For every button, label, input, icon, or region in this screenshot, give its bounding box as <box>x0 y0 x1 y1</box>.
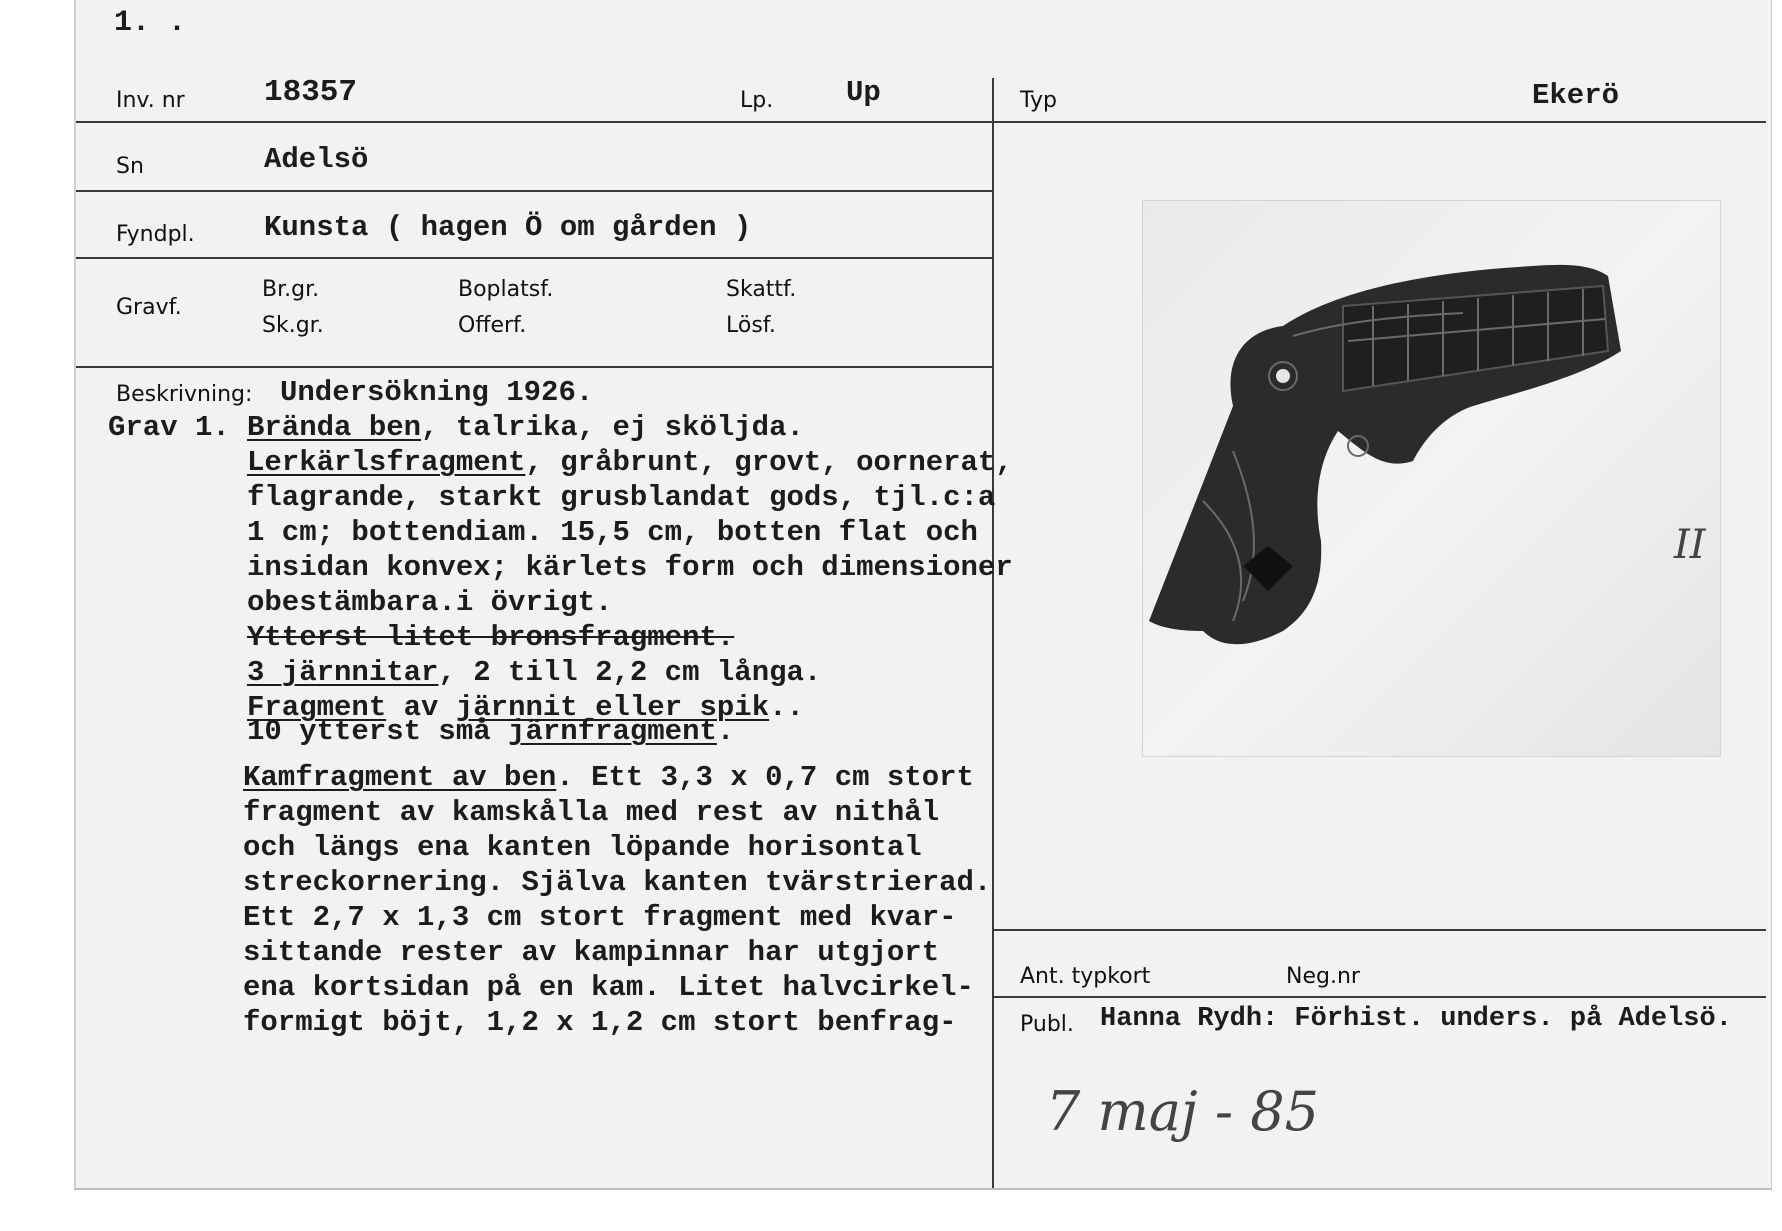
desc-line-6: obestämbara.i övrigt. <box>247 586 613 619</box>
desc-line-1: Brända ben, talrika, ej sköljda. <box>247 411 804 444</box>
gravf-label: Gravf. <box>116 295 182 320</box>
grav-label: Grav 1. <box>108 411 230 444</box>
desc-line-3: flagrande, starkt grusblandat gods, tjl.c:a <box>247 481 996 514</box>
inv-value: 18357 <box>264 75 358 110</box>
desc-line-18: formigt böjt, 1,2 x 1,2 cm stort benfrag- <box>243 1006 957 1039</box>
column-divider <box>992 78 994 1188</box>
desc-line-10: 10 ytterst små järnfragment. <box>247 715 735 748</box>
desc-line-2: Lerkärlsfragment, gråbrunt, grovt, oornerat, <box>247 446 1013 479</box>
typ-value: Ekerö <box>1532 79 1620 112</box>
rule-sn <box>76 190 992 192</box>
publ-value: Hanna Rydh: Förhist. unders. på Adelsö. <box>1100 1004 1732 1034</box>
card-number: 1. . <box>114 6 187 40</box>
publ-label: Publ. <box>1020 1012 1074 1037</box>
ant-typkort-label: Ant. typkort <box>1020 964 1151 989</box>
skattf-label: Skattf. <box>726 277 797 302</box>
lp-label: Lp. <box>740 88 774 113</box>
bronze-ornament-image <box>1143 201 1720 756</box>
desc-line-17: ena kortsidan på en kam. Litet halvcirkel- <box>243 971 974 1004</box>
skgr-label: Sk.gr. <box>262 313 324 338</box>
roman-numeral-mark: II <box>1674 522 1706 568</box>
boplatsf-label: Boplatsf. <box>458 277 554 302</box>
rule-publ <box>994 996 1766 998</box>
lp-value: Up <box>846 76 881 109</box>
inv-label: Inv. nr <box>116 88 185 113</box>
desc-line-7-struck: Ytterst litet bronsfragment. <box>247 621 735 654</box>
rule-gravf <box>76 366 992 368</box>
desc-line-16: sittande rester av kampinnar har utgjort <box>243 936 940 969</box>
neg-nr-label: Neg.nr <box>1286 964 1360 989</box>
desc-line-8: 3 järnnitar, 2 till 2,2 cm långa. <box>247 656 822 689</box>
desc-line-12: fragment av kamskålla med rest av nithål <box>243 796 940 829</box>
fyndpl-label: Fyndpl. <box>116 222 195 247</box>
rule-fyndpl <box>76 257 992 259</box>
sn-value: Adelsö <box>264 143 369 176</box>
desc-line-4: 1 cm; bottendiam. 15,5 cm, botten flat och <box>247 516 978 549</box>
sn-label: Sn <box>116 154 144 179</box>
catalog-card <box>74 0 1772 1190</box>
handwritten-date: 7 maj - 85 <box>1046 1080 1319 1143</box>
typ-label: Typ <box>1020 88 1057 113</box>
rule-ant <box>994 929 1766 931</box>
artifact-photo <box>1142 200 1721 757</box>
rule-typ <box>994 121 1766 123</box>
fyndpl-value: Kunsta ( hagen Ö om gården ) <box>264 211 752 244</box>
brgr-label: Br.gr. <box>262 277 320 302</box>
desc-line-13: och längs ena kanten löpande horisontal <box>243 831 922 864</box>
desc-line-14: streckornering. Själva kanten tvärstrierad. <box>243 866 992 899</box>
desc-line-11: Kamfragment av ben. Ett 3,3 x 0,7 cm stort <box>243 761 974 794</box>
offerf-label: Offerf. <box>458 313 527 338</box>
desc-line-15: Ett 2,7 x 1,3 cm stort fragment med kvar- <box>243 901 957 934</box>
desc-line-9: Fragment av järnnit eller spik.. <box>247 691 804 724</box>
losf-label: Lösf. <box>726 313 776 338</box>
beskrivning-header: Undersökning 1926. <box>280 376 594 409</box>
beskrivning-label: Beskrivning: <box>116 382 253 407</box>
rule-inv <box>76 121 992 123</box>
desc-line-5: insidan konvex; kärlets form och dimensioner <box>247 551 1013 584</box>
